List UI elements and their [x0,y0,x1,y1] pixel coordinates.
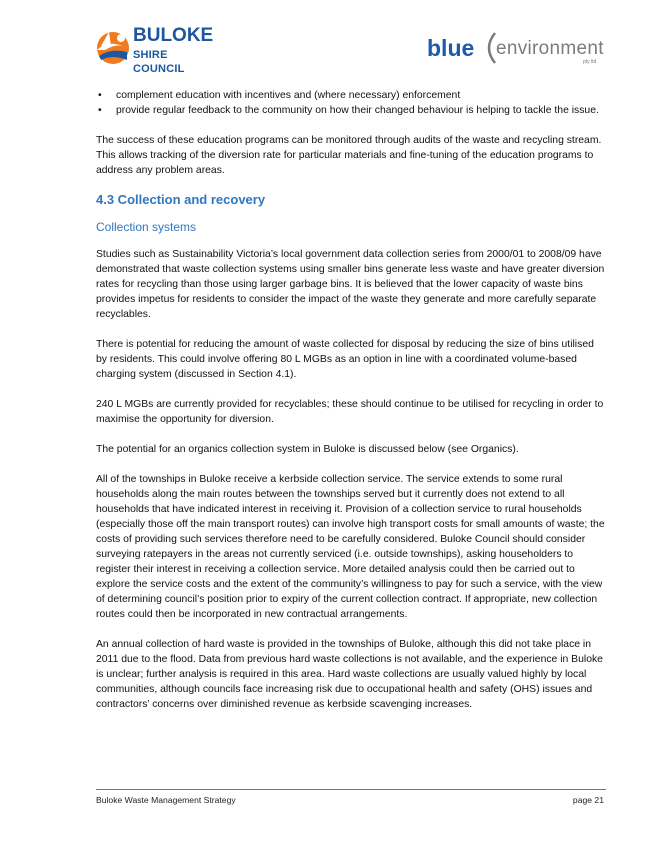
footer-title: Buloke Waste Management Strategy [96,795,236,805]
logo-suffix: pty ltd [583,59,597,65]
document-body [96,88,606,712]
bullet-text: complement education with incentives and (where necessary) enforcement [116,90,461,101]
logo-word-environment: environment [496,38,604,59]
subsection-heading: Collection systems [96,220,197,234]
paragraph: All of the townships in Buloke receive a kerbside collection service. The service extends to some rural households along the main routes between the townships served but it currently does not extend to all households that have indicated interest in receiving it. Provision of a collection service to rural households (especially those off the main transport routes) can involve high transport costs for small amounts of waste; the costs of providing such services therefore need to be carefully considered. Buloke Council should consider surveying ratepayers in the areas not currently serviced (i.e. outside townships), asking householders to register their interest in receiving a collection service. More detailed analysis could then be carried out to explore the service costs and the extent of the community’s willingness to pay for such a service, with the view of determining council’s position prior to expiry of the current collection contract. If appropriate, new collection routes could then be incorporated in new contractual arrangements. [96,474,605,620]
bullet-icon: • [98,90,102,101]
paragraph: An annual collection of hard waste is provided in the townships of Buloke, although this did not take place in 2011 due to the flood. Data from previous hard waste collections is not available, and the experience in Buloke is unclear; further analysis is required in this area. Hard waste collections are usually valued highly by local communities, although councils face increasing risk due to occupational health and safety (OHS) issues and contractors’ concerns over diminished revenue as kerbside scavenging increases. [96,639,603,710]
logo-line2: SHIRE COUNCIL [133,49,185,75]
paragraph: The potential for an organics collection system in Buloke is discussed below (see Organics). [96,444,519,455]
logo-line1: BULOKE [133,25,214,46]
bullet-list [96,88,606,118]
list-item [96,88,606,103]
bullet-icon: • [98,105,102,116]
blue-environment-logo [425,34,610,74]
logo-word-blue: blue [427,35,475,61]
paragraph: Studies such as Sustainability Victoria’s local government data collection series from 2000/01 to 2008/09 have demonstrated that waste collection systems using smaller bins generate less waste and have greater diversion rates for recycling than those using larger garbage bins. It is believed that the lower capacity of waste bins provides impetus for residents to consider the impact of the waste they generate and more carefully separate recyclables. [96,249,605,320]
bullet-text: provide regular feedback to the community on how their changed behaviour is helping to tackle the issue. [116,105,599,116]
paragraph: The success of these education programs can be monitored through audits of the waste and recycling stream. This allows tracking of the diversion rate for particular materials and fine-tuning of the education programs to address any problem areas. [96,135,602,176]
list-item [96,103,606,118]
buloke-logo-emblem-icon [93,26,133,66]
footer-divider [96,789,606,790]
section-heading: 4.3 Collection and recovery [96,192,266,207]
paragraph: 240 L MGBs are currently provided for recyclables; these should continue to be utilised for recycling in order to maximise the opportunity for diversion. [96,399,604,425]
buloke-shire-logo [93,24,214,75]
paragraph: There is potential for reducing the amount of waste collected for disposal by reducing the size of bins utilised by residents. This could involve offering 80 L MGBs as an option in line with a coordinated volume-based charging system (discussed in Section 4.1). [96,339,594,380]
page-number: page 21 [572,795,604,805]
